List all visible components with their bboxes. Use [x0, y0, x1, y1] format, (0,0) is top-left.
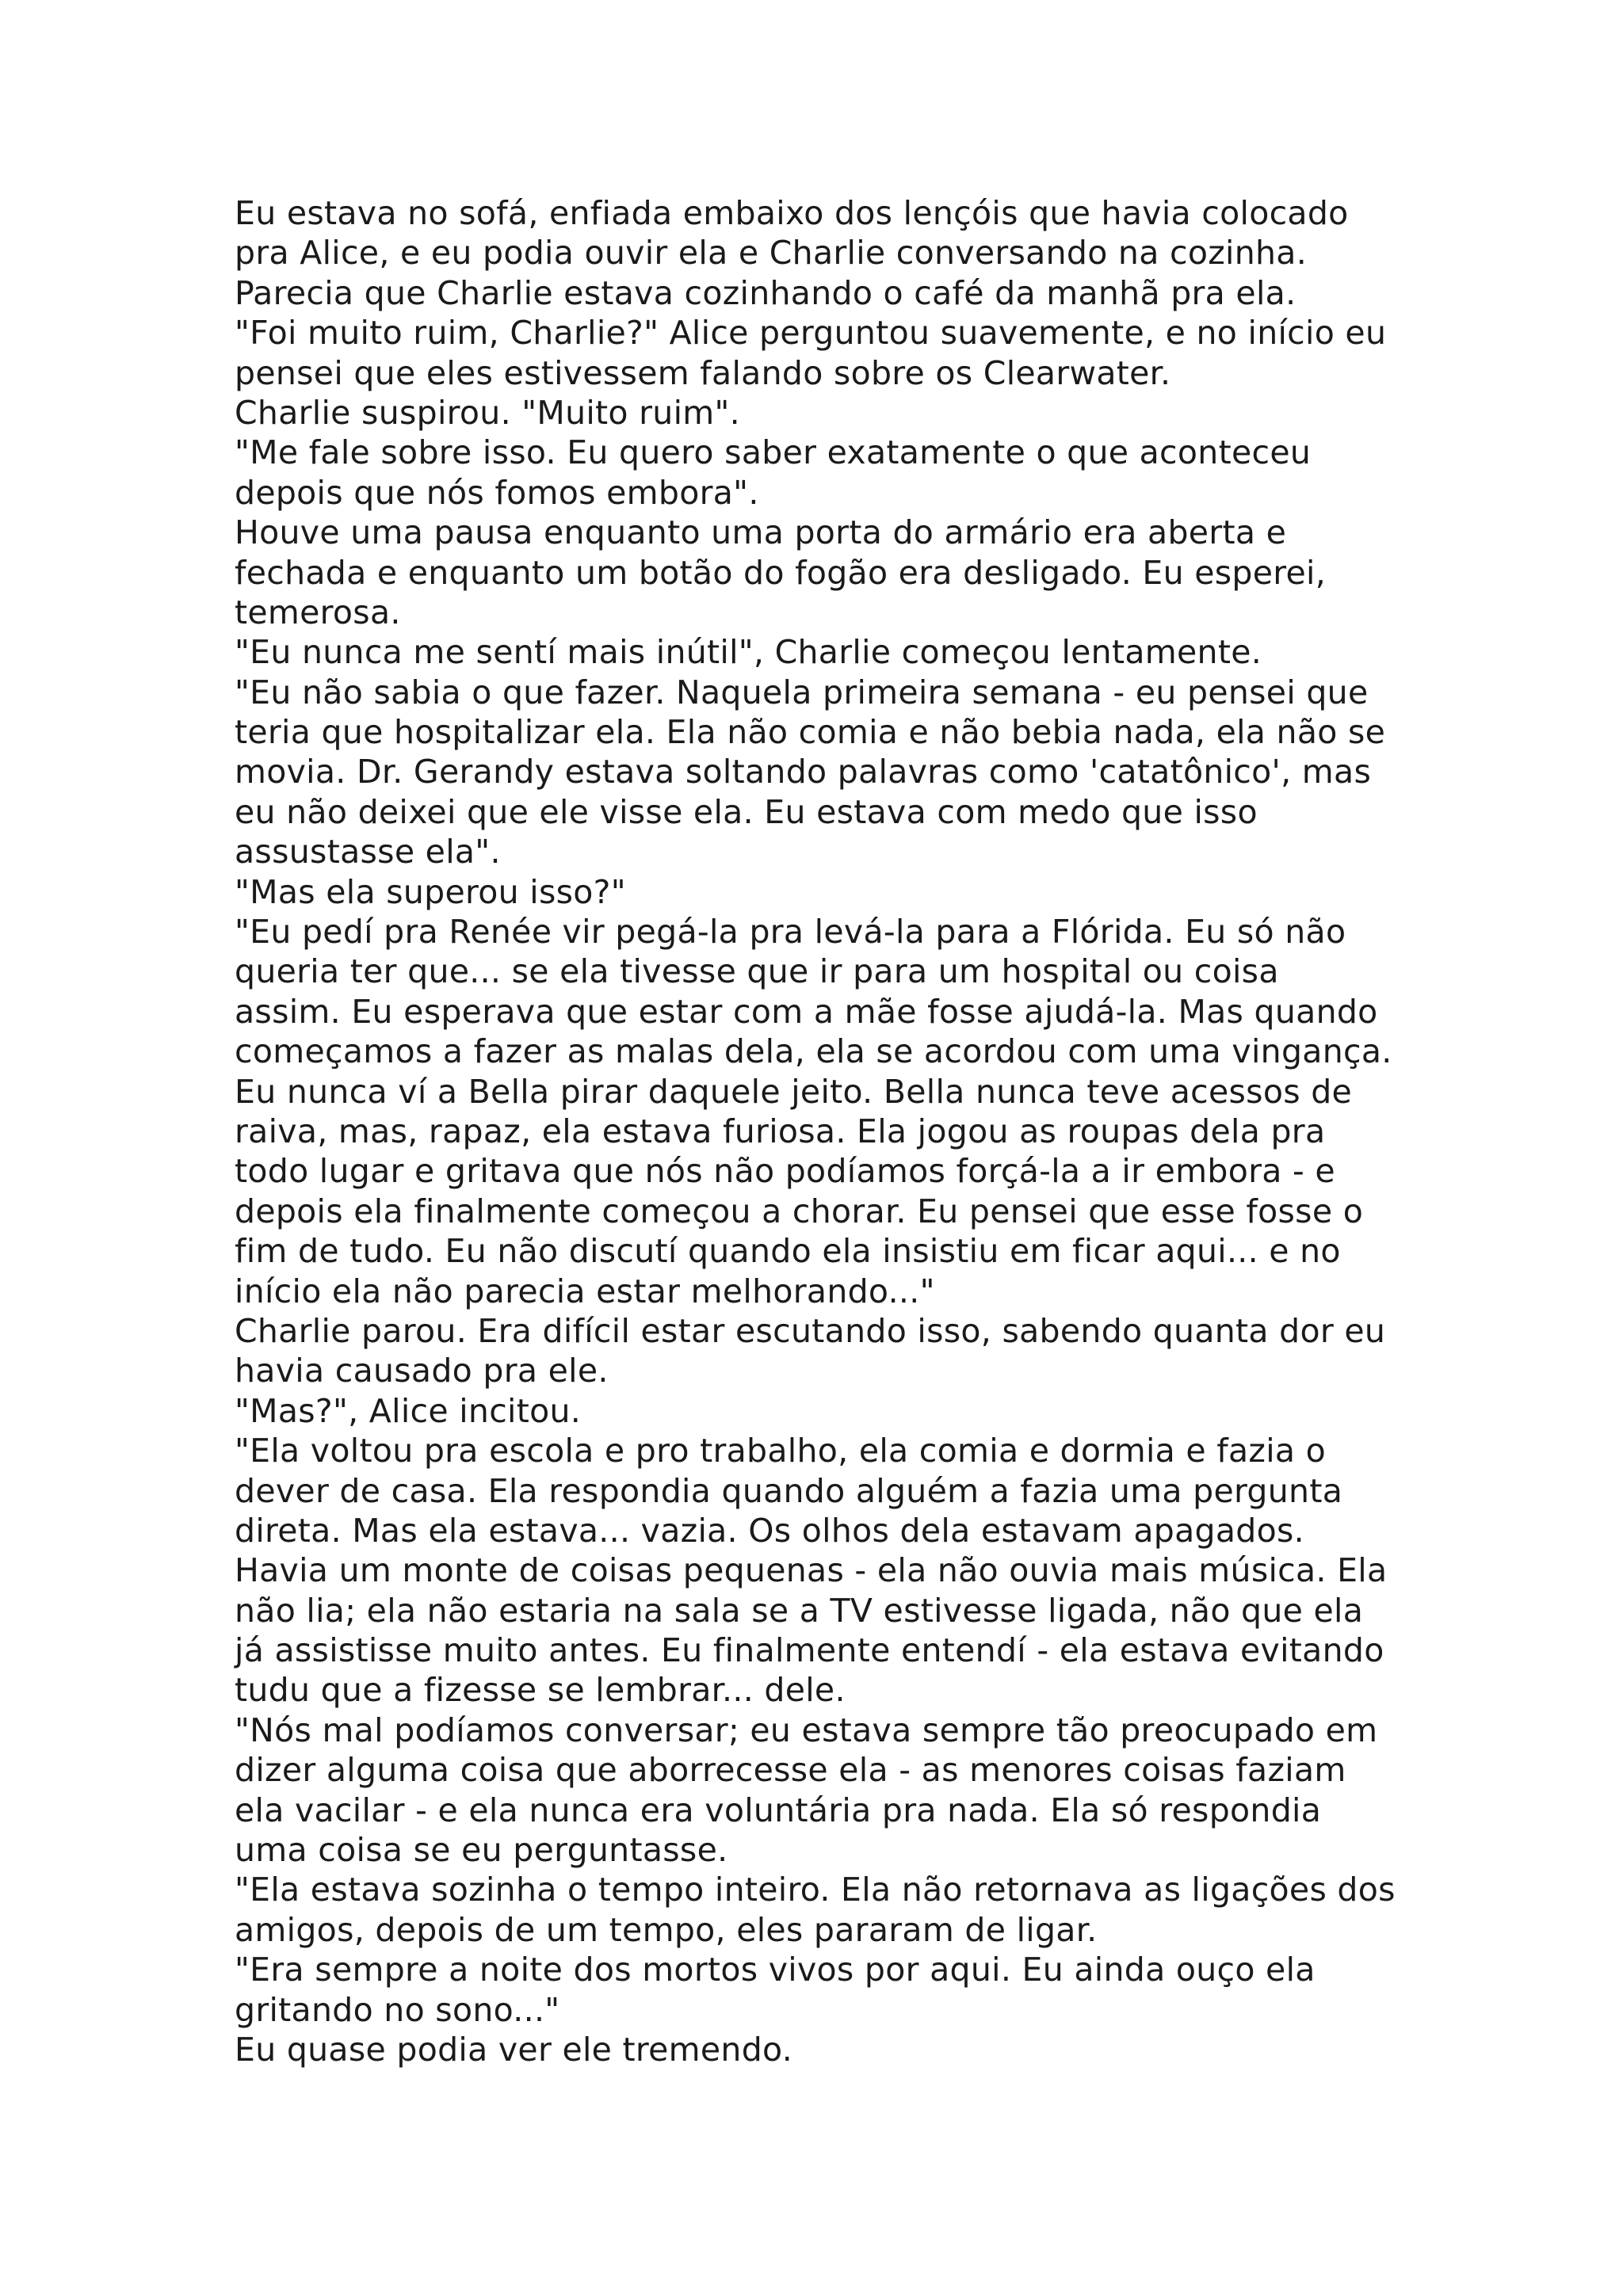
text-line: havia causado pra ele.	[235, 1352, 609, 1390]
text-line: "Era sempre a noite dos mortos vivos por aqui. Eu ainda ouço ela	[235, 1951, 1316, 1989]
text-line: fechada e enquanto um botão do fogão era desligado. Eu esperei,	[235, 553, 1327, 592]
text-line: Charlie parou. Era difícil estar escutando isso, sabendo quanta dor eu	[235, 1311, 1386, 1350]
text-line: ela vacilar - e ela nunca era voluntária pra nada. Ela só respondia	[235, 1791, 1322, 1829]
text-line: "Mas?", Alice incitou.	[235, 1391, 582, 1430]
text-line: uma coisa se eu perguntasse.	[235, 1831, 728, 1870]
text-line: fim de tudo. Eu não discutí quando ela insistiu em ficar aqui... e no	[235, 1232, 1341, 1271]
text-line: "Nós mal podíamos conversar; eu estava sempre tão preocupado em	[235, 1711, 1378, 1749]
text-line: eu não deixei que ele visse ela. Eu estava com medo que isso	[235, 792, 1258, 831]
text-line: amigos, depois de um tempo, eles pararam de ligar.	[235, 1910, 1098, 1949]
text-line: Havia um monte de coisas pequenas - ela não ouvia mais música. Ela	[235, 1551, 1388, 1590]
text-line: movia. Dr. Gerandy estava soltando palavras como 'catatônico', mas	[235, 753, 1372, 791]
text-line: todo lugar e gritava que nós não podíamos forçá-la a ir embora - e	[235, 1152, 1335, 1191]
text-line: temerosa.	[235, 593, 401, 631]
text-line: "Eu pedí pra Renée vir pegá-la pra levá-la para a Flórida. Eu só não	[235, 913, 1346, 952]
text-line: raiva, mas, rapaz, ela estava furiosa. Ela jogou as roupas dela pra	[235, 1112, 1326, 1150]
text-line: tudu que a fizesse se lembrar... dele.	[235, 1671, 846, 1710]
text-line: Eu estava no sofá, enfiada embaixo dos lençóis que havia colocado	[235, 194, 1349, 232]
text-line: dever de casa. Ela respondia quando alguém a fazia uma pergunta	[235, 1471, 1343, 1510]
text-line: começamos a fazer as malas dela, ela se acordou com uma vingança.	[235, 1032, 1392, 1071]
text-line: "Ela estava sozinha o tempo inteiro. Ela não retornava as ligações dos	[235, 1871, 1396, 1909]
text-line: "Me fale sobre isso. Eu quero saber exatamente o que aconteceu	[235, 433, 1312, 472]
text-line: assustasse ela".	[235, 833, 501, 871]
text-line: Charlie suspirou. "Muito ruim".	[235, 393, 741, 432]
text-line: "Ela voltou pra escola e pro trabalho, ela comia e dormia e fazia o	[235, 1432, 1327, 1470]
text-line: direta. Mas ela estava... vazia. Os olhos dela estavam apagados.	[235, 1511, 1304, 1550]
text-line: gritando no sono..."	[235, 1990, 560, 2029]
text-line: assim. Eu esperava que estar com a mãe fosse ajudá-la. Mas quando	[235, 992, 1378, 1031]
text-line: pra Alice, e eu podia ouvir ela e Charlie conversando na cozinha.	[235, 234, 1308, 273]
text-line: Parecia que Charlie estava cozinhando o café da manhã pra ela.	[235, 273, 1296, 312]
text-line: Eu nunca ví a Bella pirar daquele jeito. Bella nunca teve acessos de	[235, 1072, 1353, 1111]
text-line: já assistisse muito antes. Eu finalmente entendí - ela estava evitando	[235, 1631, 1384, 1670]
text-line: Eu quase podia ver ele tremendo.	[235, 2030, 793, 2069]
text-line: teria que hospitalizar ela. Ela não comia e não bebia nada, ela não se	[235, 713, 1386, 752]
text-line: pensei que eles estivessem falando sobre os Clearwater.	[235, 353, 1171, 392]
text-line: "Foi muito ruim, Charlie?" Alice perguntou suavemente, e no início eu	[235, 314, 1387, 353]
text-line: queria ter que... se ela tivesse que ir para um hospital ou coisa	[235, 952, 1279, 991]
text-line: depois que nós fomos embora".	[235, 473, 759, 512]
text-line: Houve uma pausa enquanto uma porta do armário era aberta e	[235, 513, 1287, 552]
document-text	[235, 193, 1423, 2069]
text-line: início ela não parecia estar melhorando..."	[235, 1272, 935, 1310]
text-line: dizer alguma coisa que aborrecesse ela - as menores coisas faziam	[235, 1751, 1346, 1790]
text-line: "Eu não sabia o que fazer. Naquela primeira semana - eu pensei que	[235, 673, 1369, 711]
text-line: "Eu nunca me sentí mais inútil", Charlie começou lentamente.	[235, 633, 1262, 672]
text-line: não lia; ela não estaria na sala se a TV estivesse ligada, não que ela	[235, 1591, 1364, 1630]
text-line: depois ela finalmente começou a chorar. Eu pensei que esse fosse o	[235, 1192, 1364, 1230]
text-line: "Mas ela superou isso?"	[235, 872, 626, 911]
